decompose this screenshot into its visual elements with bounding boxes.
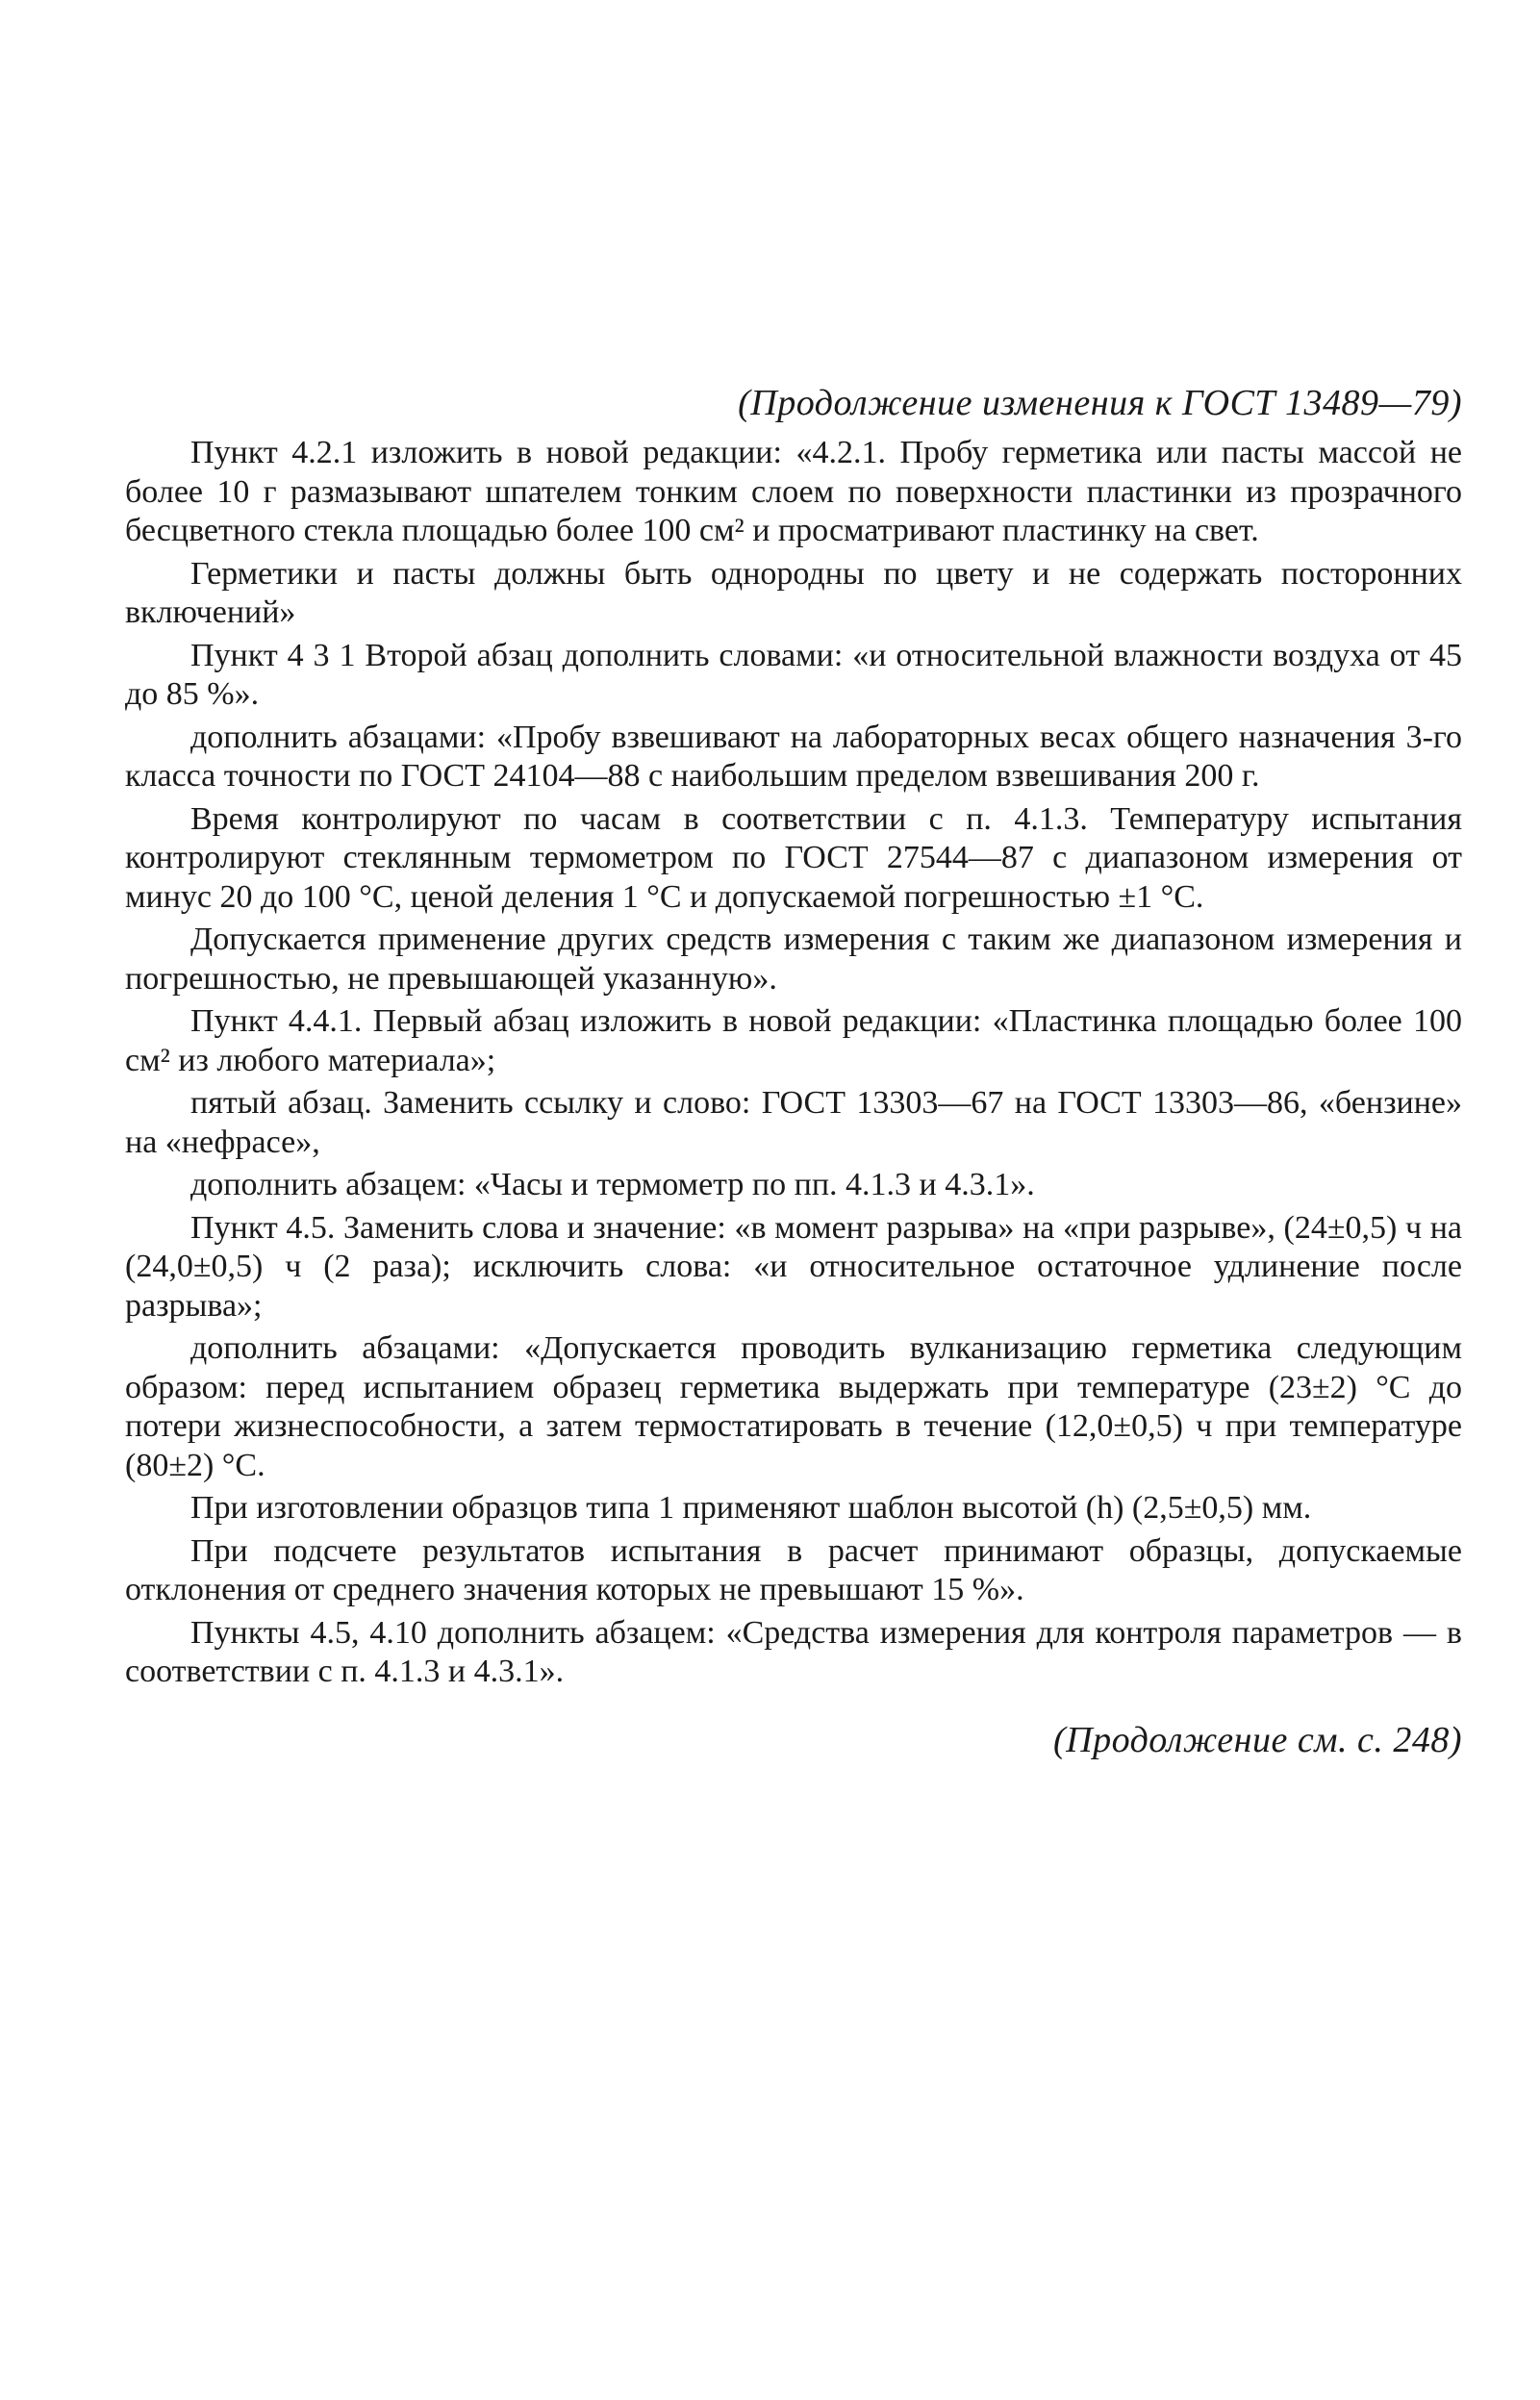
paragraph-fifth-abzac: пятый абзац. Заменить ссылку и слово: ГОСТ 13303—67 на ГОСТ 13303—86, «бензине» на «нефрасе»,: [125, 1085, 1462, 1160]
paragraph-4-5: Пункт 4.5. Заменить слова и значение: «в момент разрыва» на «при разрыве», (24±0,5) ч на (24,0±0,5) ч (2 раза); исключить слова: «и относительное остаточное удлинение после разрыва»;: [125, 1209, 1462, 1324]
continuation-footer: (Продолжение см. с. 248): [1052, 1719, 1462, 1760]
paragraph-results-calculation: При подсчете результатов испытания в расчет принимают образцы, допускаемые отклонения от среднего значения которых не превышают 15 %».: [125, 1532, 1462, 1607]
paragraph-sealants-uniform: Герметики и пасты должны быть однородны по цвету и не содержать посторонних включений»: [125, 555, 1462, 630]
continuation-header: (Продолжение изменения к ГОСТ 13489—79): [738, 383, 1462, 423]
document-page: [125, 380, 1462, 1763]
paragraph-template-height: При изготовлении образцов типа 1 применяют шаблон высотой (h) (2,5±0,5) мм.: [190, 1490, 1312, 1526]
paragraph-vulcanization: дополнить абзацами: «Допускается проводить вулканизацию герметика следующим образом: перед испытанием образец герметика выдержать при температуре (23±2) °С до потери жизнеспособности, а затем термостатировать в течение (12,0±0,5) ч при температуре (80±2) °С.: [125, 1330, 1462, 1483]
paragraph-time-temperature: Время контролируют по часам в соответствии с п. 4.1.3. Температуру испытания контролируют стеклянным термометром по ГОСТ 27544—87 с диапазоном измерения от минус 20 до 100 °С, ценой деления 1 °С и допускаемой погрешностью ±1 °С.: [125, 800, 1462, 915]
paragraph-other-instruments: Допускается применение других средств измерения с таким же диапазоном измерения и погрешностью, не превышающей указанную».: [125, 922, 1462, 997]
paragraph-4-5-4-10: Пункты 4.5, 4.10 дополнить абзацем: «Средства измерения для контроля параметров — в соответствии с п. 4.1.3 и 4.3.1».: [125, 1614, 1462, 1689]
paragraph-4-4-1: Пункт 4.4.1. Первый абзац изложить в новой редакции: «Пластинка площадью более 100 см² из любого материала»;: [125, 1003, 1462, 1078]
paragraph-4-2-1: Пункт 4.2.1 изложить в новой редакции: «4.2.1. Пробу герметика или пасты массой не более 10 г размазывают шпателем тонким слоем по поверхности пластинки из прозрачного бесцветного стекла площадью более 100 см² и просматривают пластинку на свет.: [125, 435, 1462, 548]
paragraph-clock-thermometer: дополнить абзацем: «Часы и термометр по пп. 4.1.3 и 4.3.1».: [190, 1167, 1035, 1202]
paragraph-weighing: дополнить абзацами: «Пробу взвешивают на лабораторных весах общего назначения 3-го класса точности по ГОСТ 24104—88 с наибольшим пределом взвешивания 200 г.: [125, 719, 1462, 794]
paragraph-4-3-1: Пункт 4 3 1 Второй абзац дополнить словами: «и относительной влажности воздуха от 45 до 85 %».: [125, 637, 1462, 712]
